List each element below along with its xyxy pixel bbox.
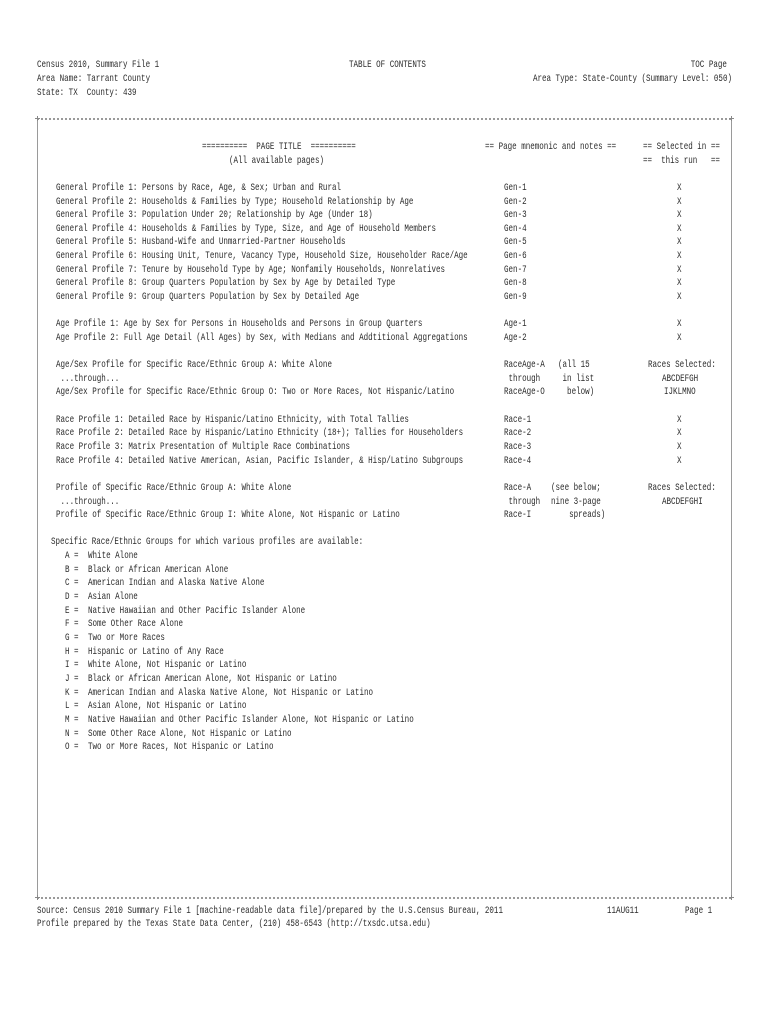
legend-code: I = (65, 660, 79, 671)
legend-label: Black or African American Alone, Not Hispanic or Latino (88, 674, 337, 685)
area-name: Area Name: Tarrant County (37, 74, 151, 85)
legend-code: N = (65, 729, 79, 740)
bottom-left-corner (35, 895, 40, 900)
races-selected-value: IJKLMNO (664, 387, 696, 398)
toc-entry-mnemonic: through (504, 374, 541, 385)
toc-entry-note: spreads) (551, 510, 606, 521)
legend-code: F = (65, 619, 79, 630)
state-county: State: TX County: 439 (37, 88, 137, 99)
report-date: 11AUG11 (607, 906, 639, 917)
legend-heading: Specific Race/Ethnic Groups for which various profiles are available: (51, 537, 364, 548)
legend-label: Black or African American Alone (88, 565, 229, 576)
legend-label: White Alone, Not Hispanic or Latino (88, 660, 247, 671)
toc-entry-title[interactable]: Race Profile 2: Detailed Race by Hispanic/Latino Ethnicity (18+); Tallies for Householders (56, 428, 464, 439)
legend-label: Hispanic or Latino of Any Race (88, 647, 224, 658)
page-label: TOC Page (690, 60, 727, 71)
left-border (37, 121, 38, 896)
toc-entry-title[interactable]: General Profile 6: Housing Unit, Tenure, Vacancy Type, Household Size, Householder Race/Age (56, 251, 468, 262)
mnemonic-heading: == Page mnemonic and notes == (485, 142, 617, 153)
toc-entry-selected-mark: X (677, 237, 682, 248)
right-border (731, 121, 732, 896)
races-selected-value: ABCDEFGHI (662, 497, 703, 508)
toc-entry-mnemonic: Age-1 (504, 319, 527, 330)
legend-label: Two or More Races, Not Hispanic or Latino (88, 742, 274, 753)
toc-entry-selected-mark: X (677, 224, 682, 235)
toc-entry-selected-mark: X (677, 428, 682, 439)
toc-entry-title[interactable]: Age Profile 2: Full Age Detail (All Ages) by Sex, with Medians and Addtitional Aggregations (56, 333, 468, 344)
toc-entry-title[interactable]: General Profile 4: Households & Families by Type, Size, and Age of Household Members (56, 224, 437, 235)
toc-entry-mnemonic: Gen-2 (504, 197, 527, 208)
toc-entry-title[interactable]: General Profile 3: Population Under 20; Relationship by Age (Under 18) (56, 210, 373, 221)
legend-code: L = (65, 701, 79, 712)
toc-entry-title[interactable]: Race Profile 3: Matrix Presentation of Multiple Race Combinations (56, 442, 351, 453)
legend-label: Asian Alone (88, 592, 138, 603)
toc-entry-mnemonic: Gen-7 (504, 265, 527, 276)
toc-entry-selected-mark: X (677, 251, 682, 262)
through-text: ...through... (56, 374, 120, 385)
races-selected-value: ABCDEFGH (662, 374, 699, 385)
page-title-subheading: (All available pages) (229, 156, 325, 167)
toc-entry-mnemonic: Gen-5 (504, 237, 527, 248)
toc-entry-selected-mark: X (677, 197, 682, 208)
toc-entry-mnemonic: Gen-1 (504, 183, 527, 194)
toc-entry-mnemonic: Gen-6 (504, 251, 527, 262)
toc-entry-mnemonic: Race-3 (504, 442, 532, 453)
toc-entry-selected-mark: X (677, 456, 682, 467)
toc-entry-mnemonic: Race-1 (504, 415, 532, 426)
toc-entry-mnemonic: RaceAge-O (504, 387, 545, 398)
toc-entry-title[interactable]: Race Profile 4: Detailed Native American, Asian, Pacific Islander, & Hisp/Latino Subgroups (56, 456, 464, 467)
legend-code: K = (65, 688, 79, 699)
toc-entry-mnemonic: RaceAge-A (504, 360, 545, 371)
toc-entry-note: nine 3-page (551, 497, 601, 508)
area-type: Area Type: State-County (Summary Level: 050) (532, 74, 732, 85)
legend-label: American Indian and Alaska Native Alone (88, 578, 265, 589)
toc-entry-title[interactable]: Race Profile 1: Detailed Race by Hispanic/Latino Ethnicity, with Total Tallies (56, 415, 409, 426)
legend-label: American Indian and Alaska Native Alone, Not Hispanic or Latino (88, 688, 374, 699)
bottom-right-corner (729, 895, 734, 900)
legend-code: E = (65, 606, 79, 617)
toc-entry-selected-mark: X (677, 278, 682, 289)
top-border-rule (37, 118, 731, 120)
legend-code: B = (65, 565, 79, 576)
toc-entry-title[interactable]: Profile of Specific Race/Ethnic Group I: White Alone, Not Hispanic or Latino (56, 510, 400, 521)
toc-entry-mnemonic: Age-2 (504, 333, 527, 344)
toc-entry-mnemonic: Gen-8 (504, 278, 527, 289)
toc-entry-note: in list (558, 374, 595, 385)
toc-entry-mnemonic: Race-I (504, 510, 532, 521)
legend-label: Some Other Race Alone, Not Hispanic or Latino (88, 729, 292, 740)
toc-entry-selected-mark: X (677, 265, 682, 276)
toc-entry-title[interactable]: Age Profile 1: Age by Sex for Persons in Households and Persons in Group Quarters (56, 319, 423, 330)
toc-entry-mnemonic: Gen-3 (504, 210, 527, 221)
legend-label: Native Hawaiian and Other Pacific Islander Alone, Not Hispanic or Latino (88, 715, 414, 726)
toc-entry-title[interactable]: General Profile 5: Husband-Wife and Unmarried-Partner Households (56, 237, 346, 248)
toc-entry-selected-mark: X (677, 415, 682, 426)
legend-label: White Alone (88, 551, 138, 562)
document-title: TABLE OF CONTENTS (349, 60, 426, 71)
toc-entry-mnemonic: Gen-4 (504, 224, 527, 235)
toc-entry-title[interactable]: General Profile 7: Tenure by Household Type by Age; Nonfamily Households, Nonrelatives (56, 265, 446, 276)
legend-code: J = (65, 674, 79, 685)
prepared-by: Profile prepared by the Texas State Data Center, (210) 458-6543 (http://txsdc.utsa.edu) (37, 919, 431, 930)
selected-heading: == Selected in == (643, 142, 720, 153)
selected-heading-2: == this run == (643, 156, 720, 167)
legend-code: A = (65, 551, 79, 562)
toc-entry-title[interactable]: General Profile 8: Group Quarters Population by Sex by Age by Detailed Type (56, 278, 396, 289)
toc-entry-title[interactable]: Profile of Specific Race/Ethnic Group A: White Alone (56, 483, 292, 494)
toc-entry-mnemonic: Race-4 (504, 456, 532, 467)
toc-entry-selected-mark: X (677, 319, 682, 330)
report-title: Census 2010, Summary File 1 (37, 60, 160, 71)
through-text: ...through... (56, 497, 120, 508)
page-number: Page 1 (685, 906, 713, 917)
toc-entry-title[interactable]: General Profile 9: Group Quarters Population by Sex by Detailed Age (56, 292, 360, 303)
toc-entry-title[interactable]: General Profile 1: Persons by Race, Age, & Sex; Urban and Rural (56, 183, 342, 194)
toc-entry-title[interactable]: Age/Sex Profile for Specific Race/Ethnic Group O: Two or More Races, Not Hispanic/Latino (56, 387, 455, 398)
races-selected-label: Races Selected: (648, 360, 716, 371)
toc-entry-title[interactable]: Age/Sex Profile for Specific Race/Ethnic Group A: White Alone (56, 360, 332, 371)
legend-code: H = (65, 647, 79, 658)
legend-code: O = (65, 742, 79, 753)
legend-label: Some Other Race Alone (88, 619, 184, 630)
toc-entry-note: below) (558, 387, 595, 398)
bottom-border-rule (37, 897, 731, 899)
toc-entry-selected-mark: X (677, 333, 682, 344)
source-citation: Source: Census 2010 Summary File 1 [machine-readable data file]/prepared by the U.S.Census Bureau, 2011 (37, 906, 503, 917)
legend-code: D = (65, 592, 79, 603)
toc-entry-selected-mark: X (677, 183, 682, 194)
toc-entry-selected-mark: X (677, 292, 682, 303)
page-title-heading: ========== PAGE TITLE ========== (202, 142, 356, 153)
toc-entry-mnemonic: Race-2 (504, 428, 532, 439)
toc-entry-note: (see below; (551, 483, 601, 494)
toc-entry-mnemonic: through (504, 497, 541, 508)
legend-label: Asian Alone, Not Hispanic or Latino (88, 701, 247, 712)
legend-code: C = (65, 578, 79, 589)
legend-label: Two or More Races (88, 633, 165, 644)
toc-entry-note: (all 15 (558, 360, 590, 371)
toc-entry-selected-mark: X (677, 442, 682, 453)
legend-code: G = (65, 633, 79, 644)
legend-label: Native Hawaiian and Other Pacific Islander Alone (88, 606, 306, 617)
toc-entry-mnemonic: Gen-9 (504, 292, 527, 303)
toc-entry-title[interactable]: General Profile 2: Households & Families by Type; Household Relationship by Age (56, 197, 414, 208)
races-selected-label: Races Selected: (648, 483, 716, 494)
toc-entry-selected-mark: X (677, 210, 682, 221)
toc-entry-mnemonic: Race-A (504, 483, 532, 494)
legend-code: M = (65, 715, 79, 726)
